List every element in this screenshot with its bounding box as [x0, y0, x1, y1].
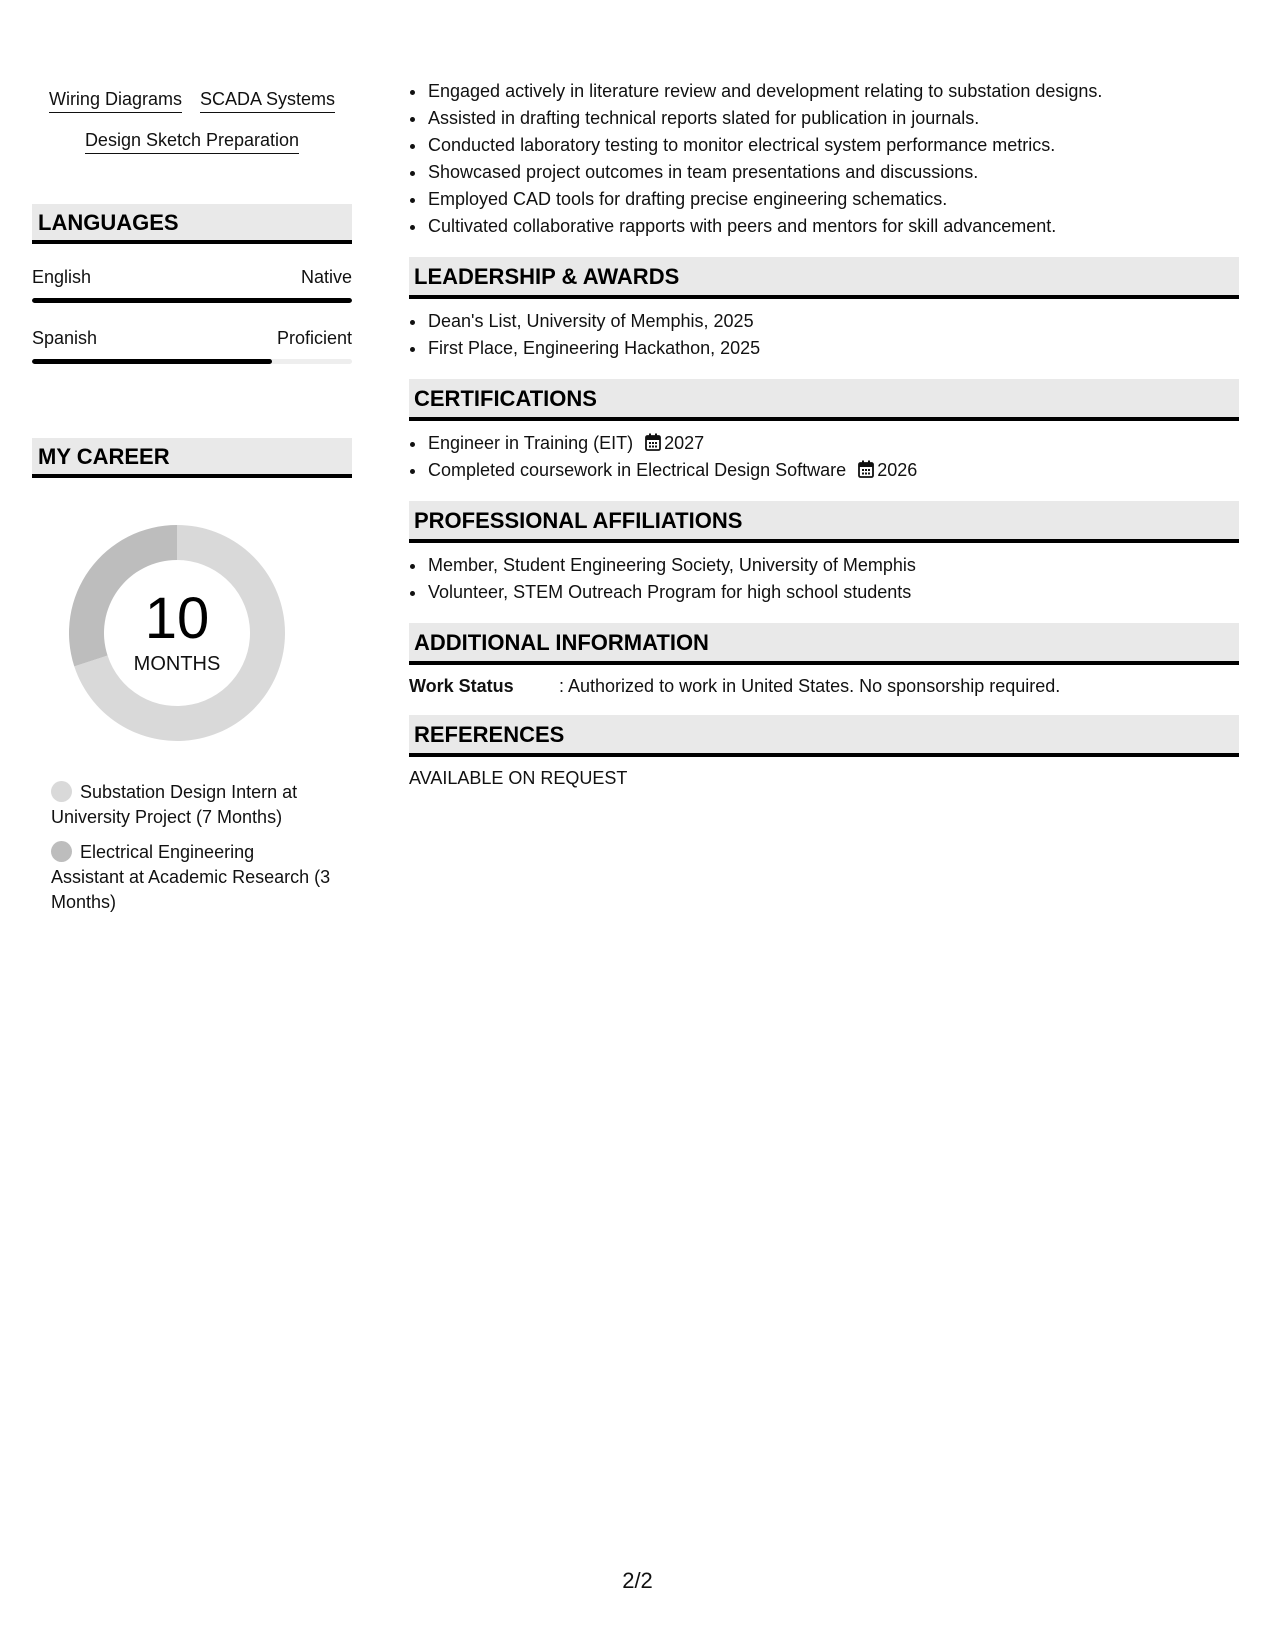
- leadership-list: [409, 308, 1239, 362]
- total-months-number: 10: [144, 586, 210, 651]
- leadership-item: • Dean's List, University of Memphis, 2025: [427, 308, 1239, 335]
- leadership-heading: LEADERSHIP & AWARDS: [409, 257, 1239, 299]
- language-level: Proficient: [276, 328, 352, 348]
- affiliations-list: [409, 552, 1239, 606]
- leadership-item: • First Place, Engineering Hackathon, 2025: [427, 335, 1239, 362]
- references-text: AVAILABLE ON REQUEST: [409, 768, 628, 788]
- experience-bullets: [409, 78, 1239, 240]
- skill-tag: SCADA Systems: [200, 88, 335, 113]
- calendar-icon: [645, 433, 661, 451]
- language-item: [32, 266, 352, 303]
- legend-dot-icon: [51, 781, 72, 802]
- certification-name: Engineer in Training (EIT): [428, 433, 634, 453]
- references-heading: REFERENCES: [409, 715, 1239, 757]
- skill-tag: Design Sketch Preparation: [85, 129, 299, 154]
- additional-info-heading: ADDITIONAL INFORMATION: [409, 623, 1239, 665]
- skills-list: [32, 80, 352, 154]
- certifications-heading: CERTIFICATIONS: [409, 379, 1239, 421]
- experience-bullet: • Employed CAD tools for drafting precise engineering schematics.: [427, 186, 1239, 213]
- donut-center-label: [62, 586, 292, 676]
- main-content: [409, 78, 1239, 790]
- career-legend-label: Electrical Engineering Assistant at Academic Research (3 Months): [51, 842, 331, 912]
- career-heading: MY CAREER: [32, 438, 352, 478]
- career-legend: [32, 780, 331, 915]
- certification-name: Completed coursework in Electrical Design Software: [428, 460, 847, 480]
- language-proficiency-fill: [32, 359, 272, 364]
- work-status-label: Work Status: [409, 676, 514, 696]
- certification-year: 2027: [664, 433, 705, 453]
- certification-item: [427, 457, 1239, 484]
- legend-dot-icon: [51, 841, 72, 862]
- language-level: Native: [300, 267, 352, 287]
- language-name: Spanish: [32, 328, 98, 348]
- calendar-icon: [858, 460, 874, 478]
- experience-bullet: • Assisted in drafting technical reports slated for publication in journals.: [427, 105, 1239, 132]
- experience-bullet: • Cultivated collaborative rapports with peers and mentors for skill advancement.: [427, 213, 1239, 240]
- career-legend-item: [51, 840, 331, 915]
- career-legend-item: [51, 780, 331, 830]
- career-donut-chart: [62, 518, 292, 748]
- language-name: English: [32, 267, 92, 287]
- experience-bullet: • Conducted laboratory testing to monitor electrical system performance metrics.: [427, 132, 1239, 159]
- experience-bullet: • Showcased project outcomes in team presentations and discussions.: [427, 159, 1239, 186]
- page-number: 2/2: [622, 1568, 653, 1593]
- certifications-list: [409, 430, 1239, 484]
- language-proficiency-bar: [32, 298, 352, 303]
- affiliation-item: • Volunteer, STEM Outreach Program for high school students: [427, 579, 1239, 606]
- certification-year: 2026: [877, 460, 918, 480]
- skill-tag: Wiring Diagrams: [49, 88, 182, 113]
- work-status-row: [409, 674, 1239, 698]
- total-months-unit: MONTHS: [133, 653, 221, 675]
- certification-item: [427, 430, 1239, 457]
- experience-bullet: • Engaged actively in literature review and development relating to substation designs.: [427, 78, 1239, 105]
- languages-heading: LANGUAGES: [32, 204, 352, 244]
- language-proficiency-fill: [32, 298, 352, 303]
- work-status-value: : Authorized to work in United States. No sponsorship required.: [559, 676, 1061, 696]
- language-proficiency-bar: [32, 359, 352, 364]
- affiliation-item: • Member, Student Engineering Society, University of Memphis: [427, 552, 1239, 579]
- career-legend-label: Substation Design Intern at University Project (7 Months): [51, 782, 298, 827]
- sidebar: [32, 80, 352, 925]
- affiliations-heading: PROFESSIONAL AFFILIATIONS: [409, 501, 1239, 543]
- language-item: [32, 327, 352, 364]
